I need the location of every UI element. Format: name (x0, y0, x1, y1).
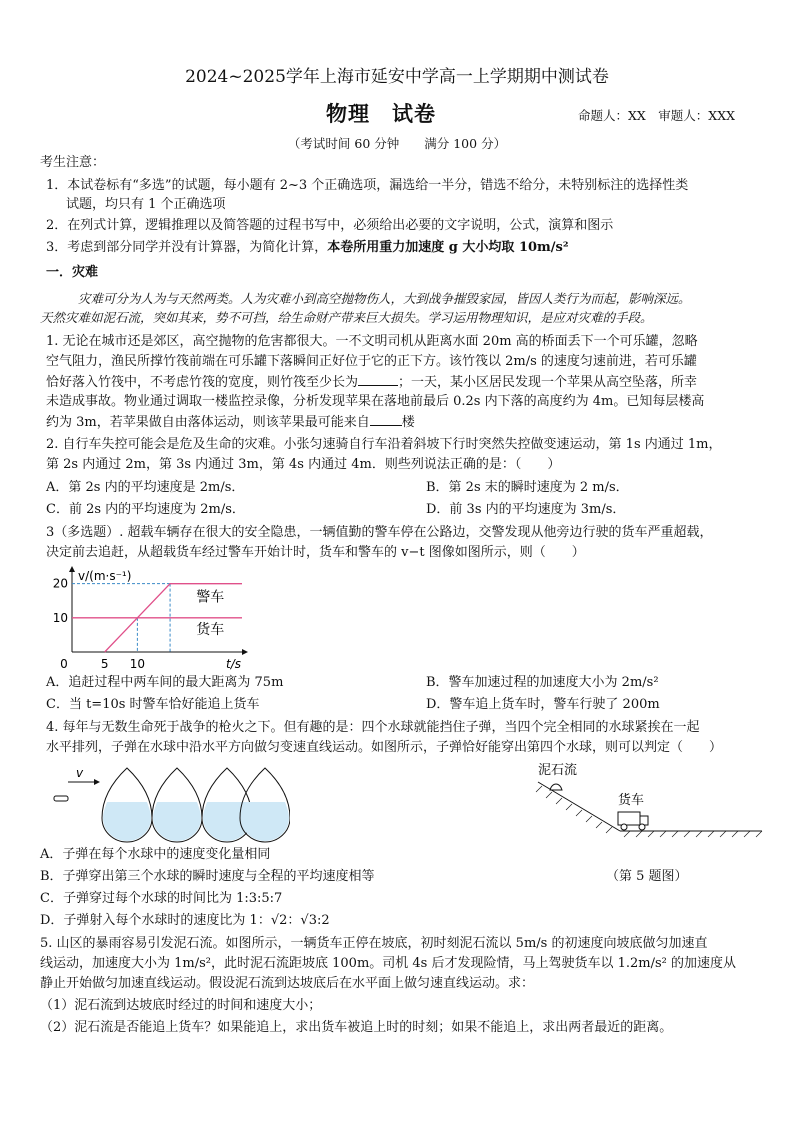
q1-line-3-text: 恰好落入竹筏中，不考虑竹筏的宽度，则竹筏至少长为 (46, 375, 359, 390)
x-axis-label: t/s (226, 657, 241, 670)
series-police-label: 警车 (196, 589, 225, 606)
note-1-line-1: 1．本试卷标有“多选”的试题，每小题有 2~3 个正确选项，漏选给一半分，错选不给分，未特别标注的选择性类 (46, 178, 689, 193)
mud-blob-icon (550, 784, 562, 790)
q4-option-d-tail: :2 (316, 913, 330, 928)
velocity-arrowhead-icon (94, 779, 100, 785)
q5-part-2: （2）泥石流是否能追上货车？如果能追上，求出货车被追上时的时刻；如果不能追上，求出两者最近的距离。 (40, 1020, 673, 1035)
q5-line-2: 线运动，加速度大小为 1m/s²，此时泥石流距坡底 100m。司机 4s 后才发现险情，马上驾驶货车以 1.2m/s² 的加速度从 (40, 956, 737, 971)
q1-line-5-tail: 楼 (401, 415, 415, 430)
q2-option-c: C．前 2s 内的平均速度为 2m/s． (46, 502, 245, 517)
exam-title: 2024~2025学年上海市延安中学高一上学期期中测试卷 (185, 67, 609, 87)
exam-time-info: （考试时间 60 分钟 满分 100 分） (287, 136, 507, 151)
q4-velocity-label: v (76, 766, 84, 780)
authors: 命题人：XX 审题人：XXX (578, 108, 735, 123)
q2-option-a: A．第 2s 内的平均速度是 2m/s． (46, 480, 245, 495)
q1-line-3 (46, 373, 697, 392)
q3-option-d: D．警车追上货车时，警车行驶了 200m (426, 697, 660, 712)
section-intro-1: 灾难可分为人为与天然两类。人为灾难小到高空抛物伤人，大到战争摧毁家园，皆因人类行为而起，影响深远。 (78, 291, 691, 306)
series-truck-label: 货车 (196, 621, 225, 638)
x-tick-label: 0 (60, 657, 68, 670)
notes-heading: 考生注意： (40, 155, 106, 170)
y-tick-label: 10 (52, 610, 68, 625)
q3-line-2: 决定前去追赶，从超载货车经过警车开始计时，货车和警车的 v−t 图像如图所示，则（ ） (46, 545, 585, 560)
subject-title: 物理 试卷 (326, 101, 436, 126)
x-tick-label: 5 (100, 657, 109, 670)
q3-line-1: 3（多选题）. 超载车辆存在很大的安全隐患，一辆值勤的警车停在公路边，交警发现从他旁边行驶的货车严重超载， (46, 525, 713, 540)
q4-line-2: 水平排列，子弹在水球中沿水平方向做匀变速直线运动。如图所示，子弹恰好能穿出第四个水球，则可以判定（ ） (46, 740, 723, 755)
q2-line-2: 第 2s 内通过 2m，第 3s 内通过 3m，第 4s 内通过 4m．则些列说法正确的是：（ ） (46, 457, 561, 472)
q5-part-1: （1）泥石流到达坡底时经过的时间和速度大小； (40, 998, 322, 1013)
y-axis-label: v/(m·s⁻¹) (78, 569, 132, 583)
q4-option-c: C．子弹穿过每个水球的时间比为 1:3:5:7 (40, 891, 283, 906)
q4-water-balls-figure (50, 764, 290, 844)
sqrt2: √2 (270, 913, 288, 928)
bullet-icon (54, 796, 68, 801)
q1-line-2: 空气阻力，渔民所撑竹筏前端在可乐罐下落瞬间正好位于它的正下方。该竹筏以 2m/s 的速度匀速前进，若可乐罐 (46, 354, 697, 369)
q3-option-c: C．当 t=10s 时警车恰好能追上货车 (46, 697, 260, 712)
q1-blank-1[interactable] (358, 373, 398, 386)
x-axis-arrowhead-icon (242, 649, 248, 655)
q4-line-1: 4. 每年与无数生命死于战争的枪火之下。但有趣的是：四个水球就能挡住子弹，当四个完全相同的水球紧挨在一起 (46, 720, 700, 735)
y-tick-label: 20 (52, 576, 68, 591)
q4-option-b: B．子弹穿出第三个水球的瞬时速度与全程的平均速度相等 (40, 869, 375, 884)
y-axis-arrowhead-icon (69, 566, 75, 572)
ground-hatching (536, 786, 762, 837)
x-tick-label: 10 (129, 657, 146, 670)
note-2: 2．在列式计算，逻辑推理以及简答题的过程书写中，必须给出必要的文字说明，公式，演算和图示 (46, 218, 614, 233)
fig5-caption: （第 5 题图） (606, 869, 688, 884)
water-ball (152, 768, 202, 842)
fig5-mudslide-figure (530, 760, 770, 840)
truck-label: 货车 (618, 793, 645, 808)
q5-line-1: 5. 山区的暴雨容易引发泥石流。如图所示，一辆货车正停在坡底，初时刻泥石流以 5m/s 的初速度向坡底做匀加速直 (40, 936, 708, 951)
truck-icon (618, 812, 648, 830)
q4-option-a: A．子弹在每个水球中的速度变化量相同 (40, 847, 271, 862)
q2-line-1: 2. 自行车失控可能会是危及生命的灾难。小张匀速骑自行车沿着斜坡下行时突然失控做变速运动，第 1s 内通过 1m， (46, 437, 722, 452)
note-3-bold: 本卷所用重力加速度 g 大小均取 10m/s² (327, 240, 569, 255)
water-ball (240, 768, 290, 842)
sqrt3: √3 (300, 913, 317, 928)
q4-option-d-sep: ： (287, 913, 301, 928)
q5-line-3: 静止开始做匀加速直线运动。假设泥石流到达坡底后在水平面上做匀速直线运动。求： (40, 976, 535, 991)
q3-vt-chart (50, 566, 250, 670)
mudslide-label: 泥石流 (538, 763, 578, 778)
q1-line-5-text: 约为 3m，若苹果做自由落体运动，则该苹果最可能来自 (46, 415, 370, 430)
note-3 (46, 239, 569, 257)
water-ball (102, 768, 152, 842)
q2-option-b: B．第 2s 末的瞬时速度为 2 m/s． (426, 480, 629, 495)
q1-line-4: 未造成事故。物业通过调取一楼监控录像，分析发现苹果在落地前最后 0.2s 内下落的高度约为 4m。已知每层楼高 (46, 394, 705, 409)
note-1-line-2: 试题，均只有 1 个正确选项 (66, 197, 226, 212)
q1-blank-2[interactable] (370, 413, 402, 426)
chart-layer (53, 566, 248, 670)
q4-option-d-text: D．子弹射入每个水球时的速度比为 1： (40, 913, 271, 928)
section-intro-2: 天然灾难如泥石流，突如其来，势不可挡，给生命财产带来巨大损失。学习运用物理知识，是应对灾难的手段。 (40, 310, 653, 325)
section-heading: 一．灾难 (46, 265, 99, 280)
note-3-text: 3．考虑到部分同学并没有计算器，为简化计算， (46, 240, 328, 255)
q3-option-a: A．追赶过程中两车间的最大距离为 75m (46, 675, 284, 690)
q2-option-d: D．前 3s 内的平均速度为 3m/s． (426, 502, 626, 517)
q1-line-1: 1. 无论在城市还是郊区，高空抛物的危害都很大。一不文明司机从距离水面 20m 高的桥面丢下一个可乐罐，忽略 (46, 334, 698, 349)
q4-option-d (40, 912, 330, 930)
q1-line-5 (46, 413, 415, 432)
q3-option-b: B．警车加速过程的加速度大小为 2m/s² (426, 675, 659, 690)
q1-line-3-tail: ；一天，某小区居民发现一个苹果从高空坠落，所幸 (398, 375, 698, 390)
